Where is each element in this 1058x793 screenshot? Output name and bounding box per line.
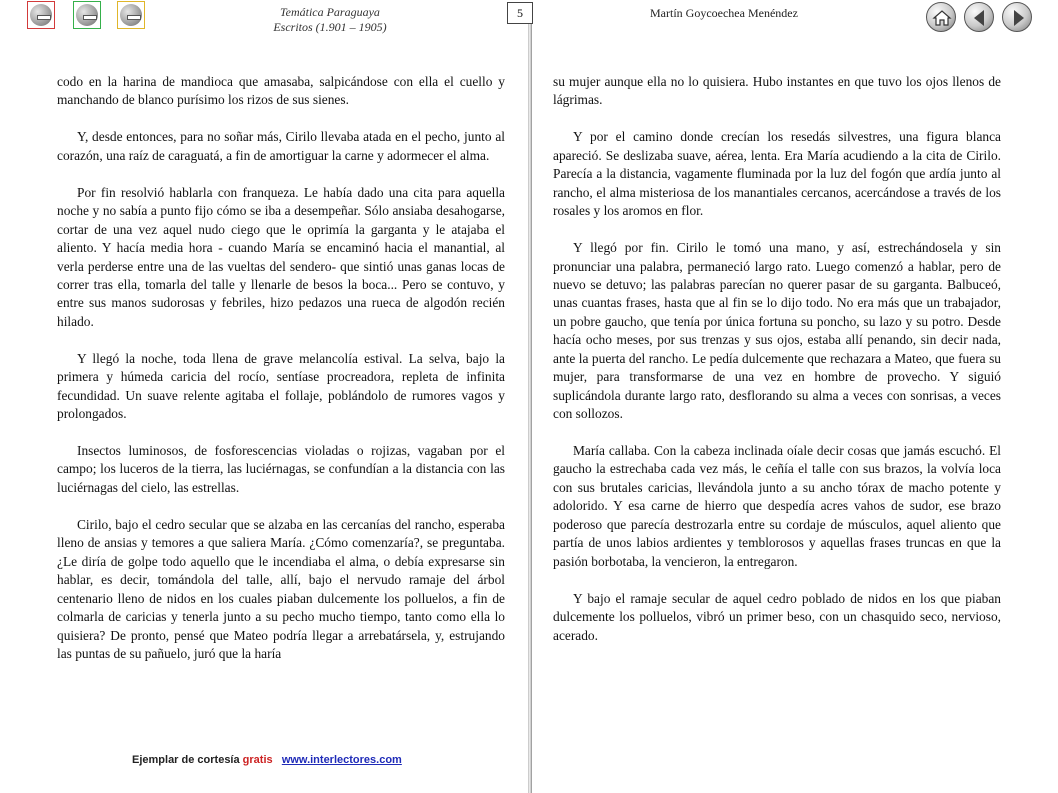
minus-icon [76, 4, 98, 26]
website-link[interactable]: www.interlectores.com [281, 754, 402, 766]
minus-red-button[interactable] [27, 1, 55, 29]
paragraph: Por fin resolvió hablarla con franqueza. Le había dado una cita para aquella noche y no sabía a punto fijo cómo se iba a desempeñar. Sólo ansiaba desahogarse, cortar de una vez aquel nudo ciego que le oprimía la garganta y le atajaba el aliento. Y hacía media hora - cuando María se encaminó hacia el manantial, al verla perderse entre una de las vueltas del sendero- que sintió unas ganas locas de correr tras ella, tomarla del talle y llenarle de besos la boca... Pero se contuvo, y entre sus manos sudorosas y febriles, hizo pedazos una rueca de algodón recién hilado. [57, 184, 505, 329]
minus-icon [30, 4, 52, 26]
right-text-column [553, 73, 1001, 663]
arrow-right-icon [1003, 3, 1033, 33]
book-title-block [250, 5, 410, 35]
page-number: 5 [507, 2, 533, 24]
footer-prefix: Ejemplar de cortesía [132, 754, 240, 766]
paragraph: Y por el camino donde crecían los resedás silvestres, una figura blanca apareció. Se deslizaba suave, aérea, lenta. Era María acudiendo a la cita de Cirilo. Parecía a la distancia, vagamente fluminada por la luz del fogón que ardía junto al rancho, el alma misteriosa de los manantiales cercanos, acercándose a través de los rosales y los aromos en flor. [553, 129, 1001, 219]
left-text-column [57, 73, 505, 682]
paragraph: Y llegó por fin. Cirilo le tomó una mano, y así, estrechándosela y sin pronunciar una palabra, permaneció largo rato. Luego comenzó a hablar, pero de nuevo se detuvo; las palabras parecían no querer pasar de su garganta. Balbuceó, unas cuantas frases, hasta que al fin se lo dijo todo. No era más que un trabajador, un pobre gaucho, que tenía por única fortuna su poncho, su lazo y su potro. Desde hacía ocho meses, por sus trenzas y sus ojos, estaba allí penando, sin decir nada, ante la puerta del rancho. Le pedía dulcemente que rechazara a Mateo, que fuera su mujer, para transformarse de una vez en hombre de provecho. Y siguió suplicándola durante largo rato, desflorando su alma a veces con sonrisas, a veces con sollozos. [553, 240, 1001, 422]
previous-page-button[interactable] [964, 2, 994, 32]
arrow-left-icon [965, 3, 995, 33]
author-name: Martín Goycoechea Menéndez [650, 6, 798, 20]
home-icon [927, 3, 957, 33]
minus-green-button[interactable] [73, 1, 101, 29]
paragraph: María callaba. Con la cabeza inclinada oíale decir cosas que jamás escuchó. El gaucho la estrechaba cada vez más, le ceñía el talle con sus brazos, la volvía loca con sus brutales caricias, llevándola junto a su ancho tórax de macho potente y adolorido. Y esa carne de hierro que despedía acres vahos de sudor, ese brazo poderoso que parecía destrozarla entre su cordaje de músculos, aquel aliento que partía de unos labios ardientes y temblorosos y aquellas frases truncas en que la pasión borbotaba, la vencieron, la entregaron. [553, 443, 1001, 569]
paragraph: Y, desde entonces, para no soñar más, Cirilo llevaba atada en el pecho, junto al corazón, una raíz de caraguatá, a fin de amortiguar la carne y adormecer el alma. [57, 129, 505, 163]
paragraph: Insectos luminosos, de fosforescencias violadas o rojizas, vagaban por el campo; los luceros de la tierra, las luciérnagas, se confundían a la distancia con las luciérnagas del cielo, las estrellas. [57, 443, 505, 495]
next-page-button[interactable] [1002, 2, 1032, 32]
paragraph: Y llegó la noche, toda llena de grave melancolía estival. La selva, bajo la primera y húmeda caricia del rocío, sentíase procreadora, repleta de infinita fecundidad. Un suave relente agitaba el follaje, poblándolo de rumores vagos y prolongados. [57, 350, 505, 422]
paragraph: Y bajo el ramaje secular de aquel cedro poblado de nidos en los que piaban dulcemente los polluelos, vibró un primer beso, con un chasquido seco, nervioso, acerado. [553, 590, 1001, 643]
paragraph: codo en la harina de mandioca que amasaba, salpicándose con ella el cuello y manchando de blanco purísimo los rizos de sus sienes. [57, 74, 505, 108]
footer-gratis: gratis [242, 754, 273, 766]
minus-icon [120, 4, 142, 26]
paragraph: Cirilo, bajo el cedro secular que se alzaba en las cercanías del rancho, esperaba lleno de ansias y temores a que saliera María. ¿Cómo comenzaría?, se preguntaba. ¿Le diría de golpe todo aquello que le incendiaba el alma, o debía expresarse sin hablar, es decir, tomándola del talle, allí, bajo el nervudo ramaje del árbol centenario lleno de nidos en los cuales piaban dulcemente los polluelos, a fin de colmarla de caricias y tenerla junto a su pecho mucho tiempo, tanto como ella lo quisiera? De pronto, pensé que Mateo podría llegar a arrebatársela, y, estrujando las puntas de su pañuelo, juró que la haría [57, 516, 505, 661]
footer [132, 754, 402, 766]
page-divider [528, 24, 532, 793]
home-button[interactable] [926, 2, 956, 32]
paragraph: su mujer aunque ella no lo quisiera. Hubo instantes en que tuvo los ojos llenos de lágrimas. [553, 74, 1001, 108]
minus-yellow-button[interactable] [117, 1, 145, 29]
book-subtitle: Escritos (1.901 – 1905) [273, 20, 387, 34]
book-title: Temática Paraguaya [280, 5, 380, 19]
